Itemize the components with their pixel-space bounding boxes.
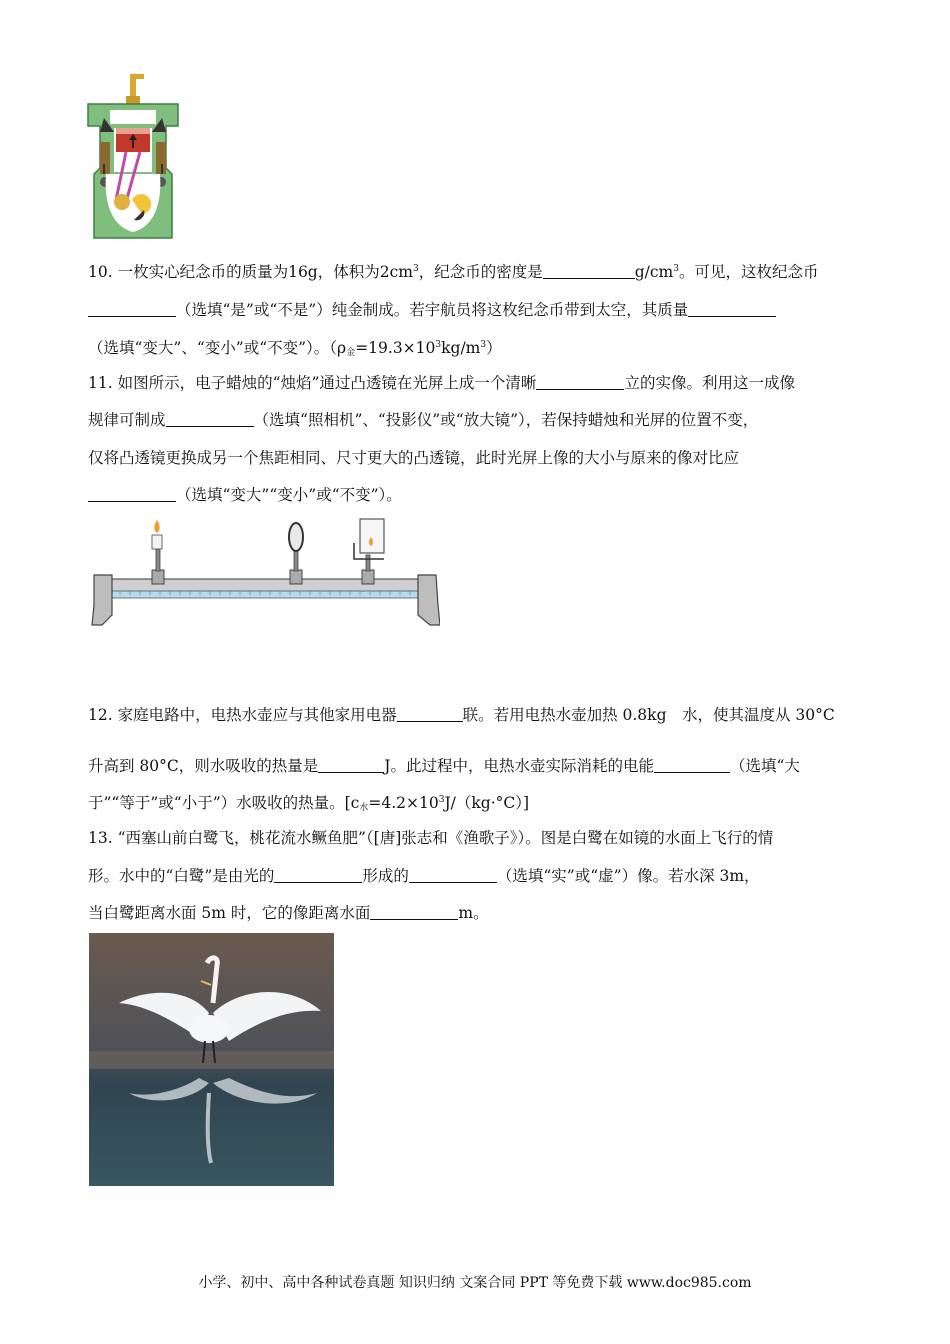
q13-image-type-blank[interactable] [409,866,497,883]
q12-heat-blank[interactable] [318,756,384,773]
q10-text: 10. 一枚实心纪念币的质量为16g，体积为2cm [88,263,413,281]
q10-line-1: 10. 一枚实心纪念币的质量为16g，体积为$2cm^3$，纪念币的密度是 $g/cm^3$。可见，这枚纪念币 [88,263,819,281]
q10-density-blank[interactable] [543,262,635,279]
page-footer: 小学、初中、高中各种试卷真题 知识归纳 文案合同 PPT 等免费下载 www.doc985.com [198,1275,752,1291]
engine-diagram-icon [86,70,186,242]
q12-line-3: 于”“等于”或“小于”）水吸收的热量。$[c_水=4.2\times 10^3J/(kg\cdot^\circ C)]$ [88,794,530,813]
q13-light-blank[interactable] [274,866,362,883]
q10-line-3: （选填“变大”、“变小”或“不变”）。$(\rho_金=19.3\times 10^3kg/m^3)$ [88,339,502,358]
q13-line-1: 13. “西塞山前白鹭飞，桃花流水鳜鱼肥”（[唐]张志和《渔歌子》）。图是白鹭在如镜的水面上飞行的情 [88,829,774,847]
q12-compare-blank[interactable] [654,756,730,773]
q12-line-1: 12. 家庭电路中，电热水壶应与其他家用电器 联。若用电热水壶加热 0.8kg 水，使其温度从 30°C [88,706,835,724]
q11-device-blank[interactable] [166,410,254,427]
q11-line-2: 规律可制成 （选填“照相机”、“投影仪”或“放大镜”），若保持蜡烛和光屏的位置不变， [88,411,759,429]
q13-line-2: 形。水中的“白鹭”是由光的 形成的 （选填“实”或“虚”）像。若水深 3m， [88,867,760,885]
optical-bench-icon [90,515,440,630]
q11-line-4: （选填“变大”“变小”或“不变”）。 [88,483,402,505]
q11-line-3: 仅将凸透镜更换成另一个焦距相同、尺寸更大的凸透镜，此时光屏上像的大小与原来的像对比应 [88,449,740,467]
q11-image-blank[interactable] [536,373,624,390]
q10-gold-blank[interactable] [88,300,176,317]
egret-photo-icon [89,933,334,1186]
q11-size-blank[interactable] [88,485,176,502]
q13-line-3: 当白鹭距离水面 5m 时，它的像距离水面 m。 [88,904,489,922]
q11-line-1: 11. 如图所示，电子蜡烛的“烛焰”通过凸透镜在光屏上成一个清晰 立的实像。利用这一成像 [88,374,795,392]
q10-mass-blank[interactable] [688,300,776,317]
q10-line-2: （选填“是”或“不是”）纯金制成。若宇航员将这枚纪念币带到太空，其质量 [88,298,776,320]
q13-distance-blank[interactable] [370,903,458,920]
q12-connection-blank[interactable] [397,705,463,722]
q12-line-2: 升高到 80°C，则水吸收的热量是 J。此过程中，电热水壶实际消耗的电能 （选填“大 [88,757,800,775]
